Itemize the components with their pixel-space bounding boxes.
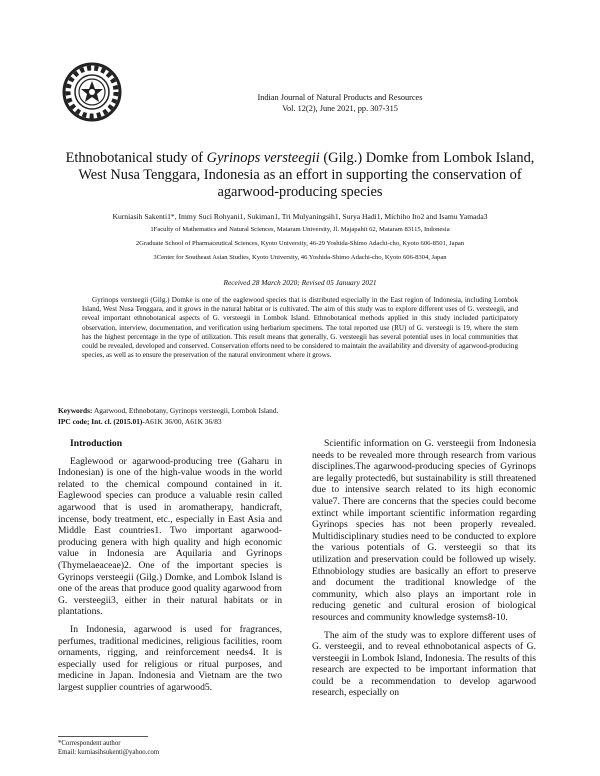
- received-dates: Received 28 March 2020; Revised 05 January 2021: [223, 278, 377, 287]
- journal-name: Indian Journal of Natural Products and Resources: [257, 93, 423, 102]
- footnote: [58, 739, 159, 757]
- journal-logo: [62, 62, 122, 122]
- left-column: [58, 438, 282, 699]
- ipc-text: A61K 36/00, A61K 36/83: [144, 417, 222, 426]
- footnote-divider: [58, 736, 148, 737]
- author-list: Kurniasih Sakenti1*, Immy Suci Rohyani1, Sukiman1, Tri Mulyaningsih1, Surya Hadi1, Michiho Ito2 and Isamu Yamada3: [112, 212, 488, 221]
- left-paragraph-1: Eaglewood or agarwood-producing tree (Gaharu in Indonesian) is one of the high-value woods in the world related to the chemical compound contained in it. Eaglewood species can produce a valuable resin called agarwood that is used in aromatherapy, handicraft, incense, body treatment, etc., especially in East Asia and Middle East countries1. Two important agarwood-producing genera with high quality and high economic value in Indonesia are Aquilaria and Gyrinops (Thymelaeaceae)2. One of the important species is Gyrinops versteegii (Gilg.) Domke, and Lombok Island is one of the areas that produce good quality agarwood from G. versteegii3, either in their natural habitats or in plantations.: [58, 455, 282, 618]
- title-part-2: (Gilg.) Domke from Lombok Island, West Nusa Tenggara, Indonesia as an effort in supporting the conservation of agarwood-producing species: [78, 150, 535, 200]
- right-column: [312, 438, 536, 705]
- section-heading-introduction: Introduction: [70, 438, 123, 449]
- journal-issue: Vol. 12(2), June 2021, pp. 307-315: [282, 103, 398, 113]
- keywords-line: [58, 405, 278, 416]
- title-species: Gyrinops versteegii: [206, 150, 320, 166]
- ipc-line: [58, 416, 278, 427]
- affiliation-3: 3Center for Southeast Asian Studies, Kyoto University, 46 Yoshida-Shimo Adachi-cho, Kyoto 606-8304, Japan: [153, 254, 447, 261]
- keywords-block: [58, 405, 278, 427]
- abstract: Gyrinops versteegii (Gilg.) Domke is one of the eaglewood species that is distributed especially in the East region of Indonesia, including Lombok Island, West Nusa Tenggara, and it grows in the natural habitat or is cultivated. The aim of this study was to explore different uses of G. versteegii, and reveal important ethnobotanical aspects of G. versteegii in Lombok Island. Ethnobotanical methods applied in this study included participatory observation, interview, documentation, and verification using herbarium specimens. The total reported use (RU) of G. versteegii is 19, where the stem has the highest percentage in the type of utilization. This result means that generally, G. versteegii has several potential uses in local communities that could be revealed, developed and conserved. Conservation efforts need to be considered to maintain the availability and diversity of agarwood-producing species, as well as to ensure the preservation of the natural environment where it grows.: [82, 296, 518, 360]
- title-part-1: Ethnobotanical study of: [65, 150, 207, 166]
- affiliation-1: 1Faculty of Mathematics and Natural Sciences, Mataram University, Jl. Majapahit 62, Mataram 83115, Indonesia: [150, 226, 450, 233]
- ipc-label: IPC code; Int. cl. (2015.01)-: [58, 417, 145, 426]
- keywords-label: Keywords:: [58, 406, 93, 415]
- correspondent-email[interactable]: Email: kurniasihsukenti@yahoo.com: [58, 749, 160, 756]
- right-paragraph-1: Scientific information on G. versteegii from Indonesia needs to be revealed more through research from various disciplines.The agarwood-producing species of Gyrinops are legally protected6, but sustainability is still threatened due to intensive search related to its high economic value7. There are concerns that the species could become extinct while important scientific information regarding Gyrinops species has not been properly revealed. Multidisciplinary studies need to be conducted to explore the various potentials of G. versteegii so that its utilization and preservation could be followed up wisely. Ethnobiology studies are basically an effort to preserve and document the traditional knowledge of the community, which also plays an important role in reducing genetic and cultural erosion of biological resources and community knowledge systems8-10.: [312, 438, 536, 623]
- left-paragraph-2: In Indonesia, agarwood is used for fragrances, perfumes, traditional medicines, religious facilities, room ornaments, rigging, and reinforcement needs4. It is especially used for religious or ritual purposes, and medicine in Japan. Indonesia and Vietnam are the two largest supplier countries of agarwood5.: [58, 623, 282, 693]
- keywords-text: Agarwood, Ethnobotany, Gyrinops versteegii, Lombok Island.: [92, 406, 279, 415]
- affiliation-2: 2Graduate School of Pharmaceutical Sciences, Kyoto University, 46-29 Yoshida-Shimo Adachi-cho, Kyoto 606-8501, Japan: [135, 240, 465, 247]
- paper-title: [50, 150, 550, 201]
- right-paragraph-2: The aim of the study was to explore different uses of G. versteegii, and to reveal ethnobotanical aspects of G. versteegii in Lombok Island, Indonesia. The results of this research are expected to be important information that could be a recommendation to develop agarwood research, especially on: [312, 629, 536, 699]
- correspondent-note: *Correspondent author: [58, 740, 121, 747]
- journal-header: [200, 93, 480, 114]
